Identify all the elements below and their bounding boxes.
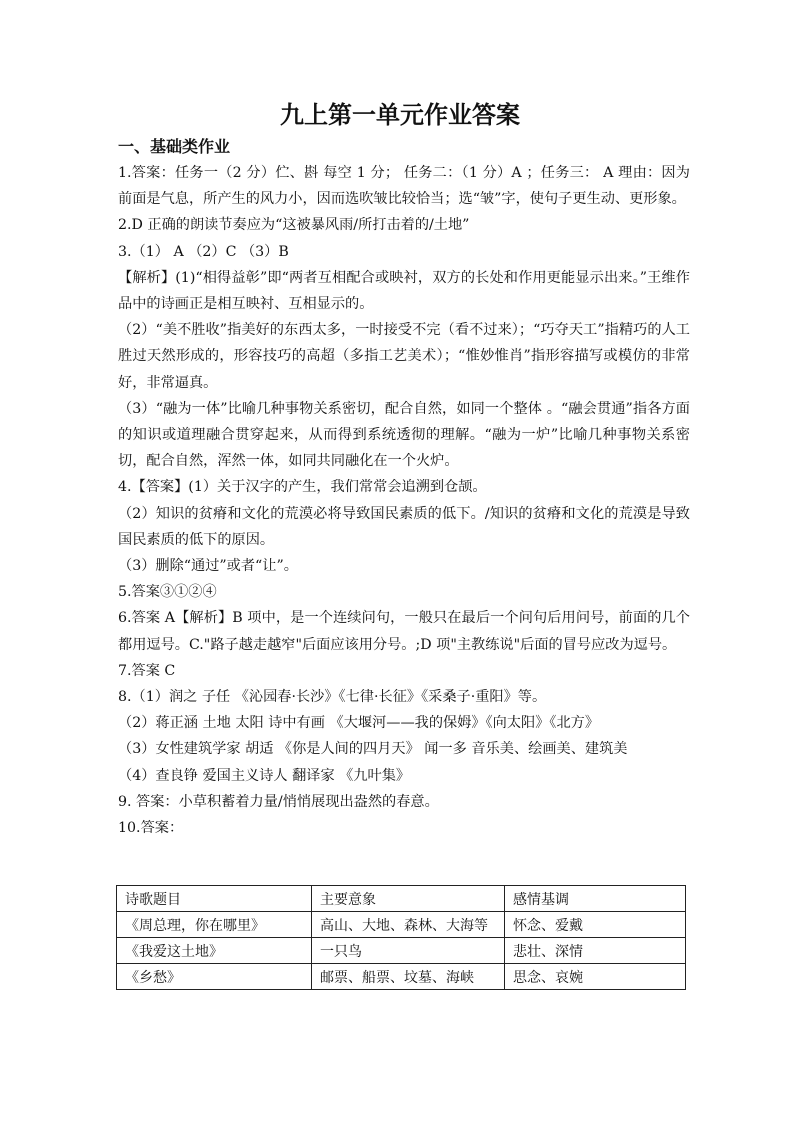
answer-item: （3）“融为一体”比喻几种事物关系密切，配合自然，如同一个整体 。“融会贯通”指各方面的知识或道理融合贯穿起来，从而得到系统透彻的理解。“融为一炉”比喻几种事物关系密切，配合自然，浑然一体，如同共同融化在一个火炉。 <box>118 400 690 470</box>
table-cell: 思念、哀婉 <box>505 964 686 990</box>
table-row <box>117 964 686 990</box>
answer-item: 8.（1）润之 子任 《沁园春·长沙》《七律·长征》《采桑子·重阳》等。 <box>118 689 547 706</box>
table-cell: 《乡愁》 <box>117 964 312 990</box>
answer-item: 5.答案③①②④ <box>118 584 217 601</box>
answer-item: （4）查良铮 爱国主义诗人 翻译家 《九叶集》 <box>118 767 411 784</box>
answer-item: 10.答案： <box>118 820 184 837</box>
page-title: 九上第一单元作业答案 <box>280 101 520 129</box>
table-cell: 高山、大地、森林、大海等 <box>312 912 505 938</box>
table-cell: 一只鸟 <box>312 938 505 964</box>
table-cell: 悲壮、深情 <box>505 938 686 964</box>
answer-item: （2）蒋正涵 土地 太阳 诗中有画 《大堰河——我的保姆》《向太阳》《北方》 <box>118 715 600 732</box>
table-header-row <box>117 886 686 912</box>
table-header-cell: 诗歌题目 <box>117 886 312 912</box>
answer-item: 3.（1） A （2）C （3）B <box>118 243 289 260</box>
answer-body <box>118 160 690 841</box>
answer-item: 【解析】(1)“相得益彰”即“两者互相配合或映衬，双方的长处和作用更能显示出来。”王维作品中的诗画正是相互映衬、互相显示的。 <box>118 269 690 313</box>
table-cell: 《周总理，你在哪里》 <box>117 912 312 938</box>
answer-item: 2.D 正确的朗读节奏应为“这被暴风雨/所打击着的/土地” <box>118 217 470 234</box>
answer-item: （3）删除“通过”或者“让”。 <box>118 558 298 575</box>
table-row <box>117 912 686 938</box>
answer-item: （3）女性建筑学家 胡适 《你是人间的四月天》 闻一多 音乐美、绘画美、建筑美 <box>118 741 628 758</box>
answer-item: 6.答案 A【解析】B 项中，是一个连续问句，一般只在最后一个问句后用问号，前面的几个都用逗号。C."路子越走越窄"后面应该用分号。;D 项"主教练说"后面的冒号应改为逗号。 <box>118 610 690 653</box>
answer-item: 9. 答案：小草积蓄着力量/悄悄展现出盎然的春意。 <box>118 793 439 810</box>
table-row <box>117 938 686 964</box>
table-cell: 邮票、船票、坟墓、海峡 <box>312 964 505 990</box>
answer-item: 7.答案 C <box>118 662 176 679</box>
table-cell: 怀念、爱戴 <box>505 912 686 938</box>
answer-item: 1.答案：任务一（2 分）伫、斟 每空 1 分； 任务二：（1 分）A ；任务三： A 理由：因为前面是气息，所产生的风力小，因而选吹皱比较恰当；选“皱”字，使句子更生动、更形象。 <box>118 165 690 208</box>
table-cell: 《我爱这土地》 <box>117 938 312 964</box>
table-header-cell: 主要意象 <box>312 886 505 912</box>
answer-item: （2）“美不胜收”指美好的东西太多，一时接受不完（看不过来）；“巧夺天工”指精巧的人工胜过天然形成的，形容技巧的高超（多指工艺美术）；“惟妙惟肖”指形容描写或模仿的非常好，非常逼真。 <box>118 322 690 391</box>
table-header-cell: 感情基调 <box>505 886 686 912</box>
answer-item: （2）知识的贫瘠和文化的荒漠必将导致国民素质的低下。/知识的贫瘠和文化的荒漠是导致国民素质的低下的原因。 <box>118 505 690 548</box>
section-heading: 一、基础类作业 <box>118 137 231 156</box>
answer-table <box>116 885 686 990</box>
answer-item: 4.【答案】(1）关于汉字的产生，我们常常会追溯到仓颉。 <box>118 479 487 496</box>
